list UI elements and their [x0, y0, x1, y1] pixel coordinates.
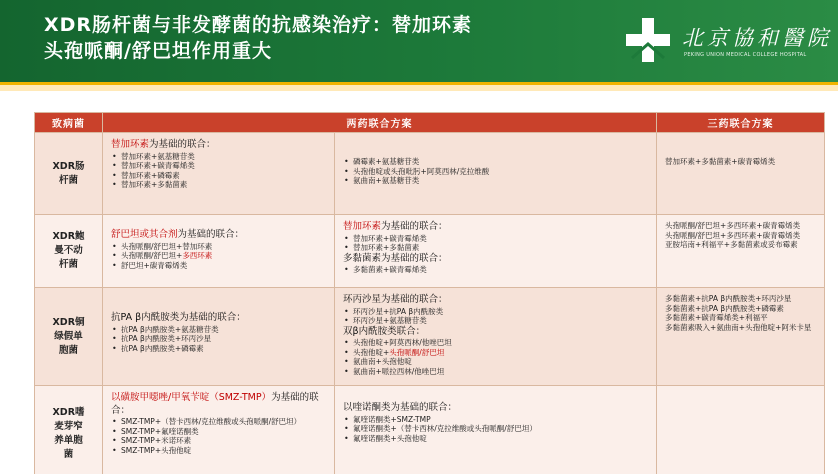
regimen-list: [111, 417, 328, 455]
list-item: • 氨曲南+氨基糖苷类: [343, 176, 650, 186]
list-item: • 抗PA β内酰胺类+磷霉素: [111, 344, 328, 354]
pathogen-cell: XDR嗜 麦芽窄 养单胞 菌: [35, 386, 103, 474]
regimen-heading: 替加环素为基础的联合：: [343, 221, 448, 232]
three-drug-line: 替加环素+多黏菌素+碳青霉烯类: [665, 157, 776, 166]
two-drug-cell: [335, 133, 657, 215]
list-item: • 替加环素+多黏菌素: [111, 180, 328, 190]
list-item: • 环丙沙星+抗PA β内酰胺类: [343, 307, 650, 317]
list-item: • 抗PA β内酰胺类+环丙沙星: [111, 334, 328, 344]
list-item: • 头孢他啶+头孢哌酮/舒巴坦: [343, 348, 650, 358]
three-drug-line: 多黏菌素+碳青霉烯类+利福平: [665, 313, 768, 322]
combination-therapy-table: [34, 112, 825, 474]
two-drug-cell: [335, 386, 657, 474]
pathogen-cell: XDR铜 绿假单 胞菌: [35, 288, 103, 386]
table-row: [35, 215, 825, 288]
regimen-heading: 替加环素为基础的联合：: [111, 139, 216, 150]
list-item: • 替加环素+氨基糖苷类: [111, 152, 328, 162]
logo-chinese-name: 北京協和醫院: [682, 26, 832, 50]
header-three-drug: 三药联合方案: [657, 113, 825, 133]
list-item: • 氟喹诺酮类+（替卡西林/克拉维酸或头孢哌酮/舒巴坦）: [343, 424, 650, 434]
regimen-list: [343, 307, 650, 326]
table-header-row: [35, 113, 825, 133]
three-drug-line: 亚胺培南+利福平+多黏菌素或妥布霉素: [665, 240, 798, 249]
regimen-list: [343, 338, 650, 376]
regimen-list: [343, 234, 650, 253]
list-item: • 舒巴坦+碳青霉烯类: [111, 261, 328, 271]
list-item: • 头孢他啶+阿莫西林/他唑巴坦: [343, 338, 650, 348]
regimen-heading: 以磺胺甲噁唑/甲氧苄啶（SMZ-TMP）为基础的联合：: [111, 392, 319, 416]
three-drug-cell: [657, 215, 825, 288]
hospital-logo: [622, 14, 832, 70]
regimen-list: [343, 415, 650, 444]
regimen-heading: 抗PA β内酰胺类为基础的联合：: [111, 312, 246, 323]
list-item: • 头孢他啶或头孢吡肟+阿莫西林/克拉维酸: [343, 167, 650, 177]
list-item: • 氟喹诺酮类+头孢他啶: [343, 434, 650, 444]
regimen-heading: 多黏菌素为基础的联合：: [343, 252, 448, 264]
pathogen-cell: XDR鲍 曼不动 杆菌: [35, 215, 103, 288]
three-drug-line: 多黏菌素吸入+氨曲南+头孢他啶+阿米卡星: [665, 322, 812, 332]
regimen-list: [343, 265, 650, 275]
list-item: • SMZ-TMP+米诺环素: [111, 436, 328, 446]
list-item: • 替加环素+磷霉素: [111, 171, 328, 181]
list-item: • SMZ-TMP+（替卡西林/克拉维酸或头孢哌酮/舒巴坦）: [111, 417, 328, 427]
three-drug-line: 多黏菌素+抗PA β内酰胺类+磷霉素: [665, 303, 784, 313]
three-drug-line: 头孢哌酮/舒巴坦+多西环素+碳青霉烯类: [665, 221, 801, 230]
two-drug-cell: [103, 215, 335, 288]
header-two-drug: 两药联合方案: [103, 113, 657, 133]
regimen-heading: 双β内酰胺类联合：: [343, 325, 426, 337]
two-drug-cell: [103, 386, 335, 474]
list-item: • 氨曲南+头孢他啶: [343, 357, 650, 367]
list-item: • SMZ-TMP+氟喹诺酮类: [111, 427, 328, 437]
list-item: • SMZ-TMP+头孢他啶: [111, 446, 328, 456]
header-pathogen: 致病菌: [35, 113, 103, 133]
list-item: • 氟喹诺酮类+SMZ-TMP: [343, 415, 650, 425]
three-drug-cell: [657, 386, 825, 474]
two-drug-cell: [335, 215, 657, 288]
pathogen-cell: XDR肠 杆菌: [35, 133, 103, 215]
three-drug-cell: [657, 133, 825, 215]
list-item: • 氨曲南+哌拉西林/他唑巴坦: [343, 367, 650, 377]
regimen-list: [111, 325, 328, 354]
two-drug-cell: [335, 288, 657, 386]
regimen-list: [343, 139, 650, 186]
list-item: • 环丙沙星+氨基糖苷类: [343, 316, 650, 326]
table-row: [35, 133, 825, 215]
regimen-heading: 以喹诺酮类为基础的联合：: [343, 402, 458, 413]
slide-title: [44, 12, 624, 64]
three-drug-line: 头孢哌酮/舒巴坦+多西环素+碳青霉烯类: [665, 230, 801, 240]
header-banner: [0, 0, 838, 82]
header-gold-band: [0, 85, 838, 91]
regimen-heading: 环丙沙星为基础的联合：: [343, 294, 448, 305]
list-item: • 替加环素+碳青霉烯类: [343, 234, 650, 244]
regimen-heading: 舒巴坦或其合剂为基础的联合：: [111, 229, 245, 240]
list-item: • 替加环素+多黏菌素: [343, 243, 650, 253]
table-row: [35, 386, 825, 474]
two-drug-cell: [103, 288, 335, 386]
list-item: • 头孢哌酮/舒巴坦+替加环素: [111, 242, 328, 252]
title-line-2: 头孢哌酮/舒巴坦作用重大: [44, 40, 272, 62]
three-drug-cell: [657, 288, 825, 386]
list-item: • 头孢哌酮/舒巴坦+多西环素: [111, 251, 328, 261]
three-drug-line: 多黏菌素+抗PA β内酰胺类+环丙沙星: [665, 294, 792, 303]
list-item: • 多黏菌素+碳青霉烯类: [343, 265, 650, 275]
regimen-list: [111, 242, 328, 271]
list-item: • 磷霉素+氨基糖苷类: [343, 157, 650, 167]
two-drug-cell: [103, 133, 335, 215]
list-item: • 抗PA β内酰胺类+氨基糖苷类: [111, 325, 328, 335]
regimen-list: [111, 152, 328, 190]
title-line-1: XDR肠杆菌与非发酵菌的抗感染治疗：替加环素: [44, 14, 473, 36]
logo-english-name: PEKING UNION MEDICAL COLLEGE HOSPITAL: [684, 52, 807, 58]
logo-emblem-icon: [622, 14, 674, 66]
list-item: • 替加环素+碳青霉烯类: [111, 161, 328, 171]
table-row: [35, 288, 825, 386]
